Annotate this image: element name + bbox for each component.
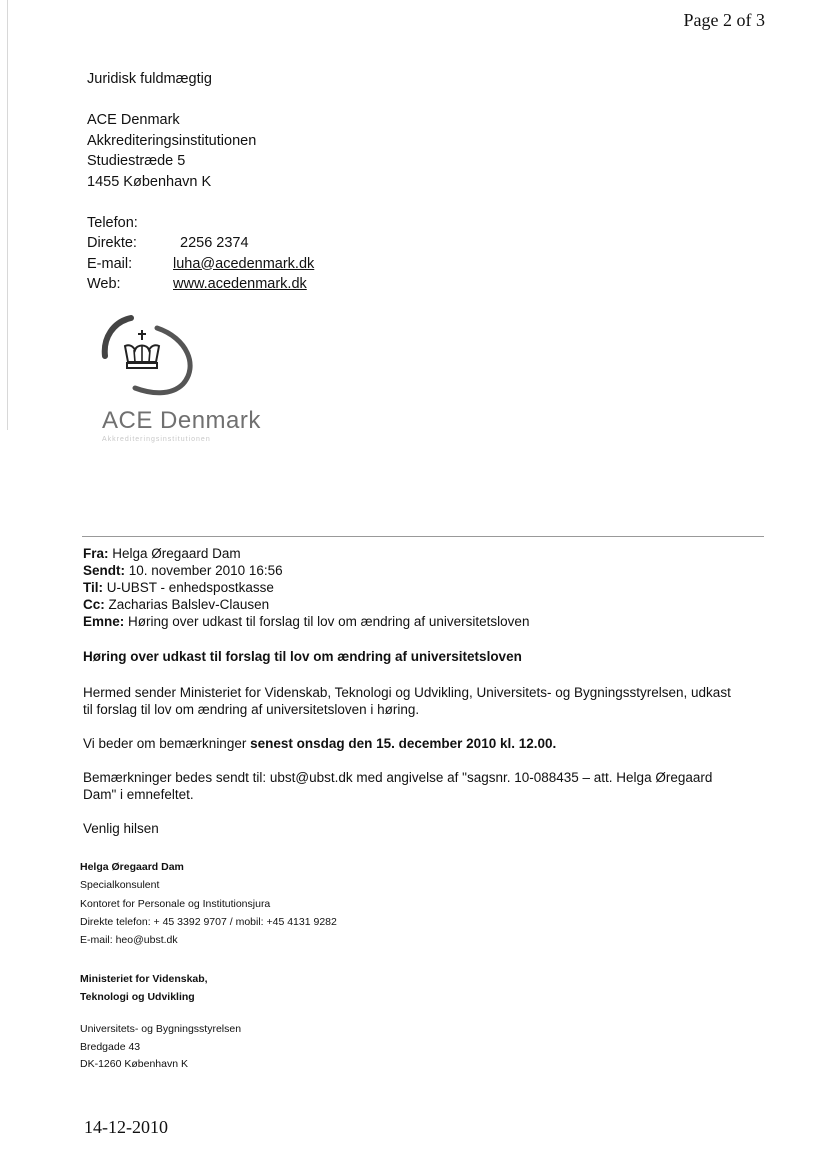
subject-label: Emne:	[83, 614, 125, 629]
sender-office: Kontoret for Personale og Institutionsjura	[80, 897, 271, 910]
body-subject-heading: Høring over udkast til forslag til lov om ændring af universitetsloven	[83, 649, 522, 664]
header-divider	[82, 536, 764, 537]
signature-block	[87, 69, 314, 295]
to-label: Til:	[83, 580, 103, 595]
org-city: 1455 København K	[87, 173, 212, 190]
page-number: Page 2 of 3	[683, 10, 765, 30]
sender-phone: Direkte telefon: + 45 3392 9707 / mobil: +45 4131 9282	[80, 915, 337, 928]
agency-city: DK-1260 København K	[80, 1058, 188, 1070]
to-value: U-UBST - enhedspostkasse	[106, 580, 274, 595]
subject-value: Høring over udkast til forslag til lov om ændring af universitetsloven	[128, 614, 530, 629]
sent-value: 10. november 2010 16:56	[128, 563, 283, 578]
email-row	[87, 254, 314, 275]
sender-signature	[80, 858, 337, 949]
paragraph-2-text: Vi beder om bemærkninger	[83, 736, 251, 751]
sender-name: Helga Øregaard Dam	[80, 861, 184, 873]
logo-subtitle: Akkrediteringsinstitutionen	[102, 436, 211, 443]
paragraph-2-deadline: senest onsdag den 15. december 2010 kl. 12.00.	[250, 736, 557, 751]
paragraph-3-line-1: Bemærkninger bedes sendt til: ubst@ubst.dk med angivelse af "sagsnr. 10-088435 – att. Helga Øregaard	[83, 770, 713, 785]
cc-row	[83, 596, 529, 613]
sent-row	[83, 562, 529, 579]
web-label: Web:	[87, 276, 121, 292]
paragraph-1-line-2: til forslag til lov om ændring af universitetsloven i høring.	[83, 701, 420, 717]
from-label: Fra:	[83, 546, 109, 561]
body-paragraph-1	[83, 685, 773, 718]
from-row	[83, 545, 529, 562]
body-paragraph-3	[83, 770, 773, 803]
agency-address	[80, 1021, 241, 1074]
web-link[interactable]: www.acedenmark.dk	[173, 276, 307, 292]
to-row	[83, 579, 529, 596]
paragraph-1-line-1: Hermed sender Ministeriet for Videnskab, Teknologi og Udvikling, Universitets- og Bygningsstyrelsen, udkast	[83, 685, 731, 700]
org-subtitle: Akkrediteringsinstitutionen	[87, 132, 257, 149]
direct-phone-row	[87, 233, 314, 254]
agency-name: Universitets- og Bygningsstyrelsen	[80, 1023, 242, 1035]
paragraph-3-line-2: Dam" i emnefeltet.	[83, 786, 194, 802]
cc-label: Cc:	[83, 597, 105, 612]
subject-row	[83, 613, 529, 630]
ministry-name	[80, 970, 208, 1007]
scan-edge-line	[7, 0, 8, 430]
org-name: ACE Denmark	[87, 112, 180, 128]
web-row	[87, 274, 314, 295]
email-header	[83, 545, 529, 630]
sent-label: Sendt:	[83, 563, 125, 578]
cc-value: Zacharias Balslev-Clausen	[108, 597, 270, 612]
body-paragraph-2	[83, 736, 773, 753]
sender-role: Specialkonsulent	[80, 879, 160, 892]
email-label: E-mail:	[87, 255, 133, 272]
ministry-line-1: Ministeriet for Videnskab,	[80, 973, 208, 985]
footer-date: 14-12-2010	[84, 1117, 168, 1137]
direct-label: Direkte:	[87, 235, 137, 251]
from-value: Helga Øregaard Dam	[112, 546, 241, 561]
signature-title: Juridisk fuldmægtig	[87, 71, 212, 87]
agency-street: Bredgade 43	[80, 1040, 141, 1053]
closing-greeting: Venlig hilsen	[83, 821, 159, 836]
direct-value: 2256 2374	[180, 235, 249, 251]
crown-icon	[105, 318, 190, 393]
logo-wordmark: ACE Denmark	[102, 407, 261, 434]
sender-email: E-mail: heo@ubst.dk	[80, 934, 178, 947]
org-street: Studiestræde 5	[87, 153, 186, 169]
ministry-line-2: Teknologi og Udvikling	[80, 991, 195, 1004]
phone-label: Telefon:	[87, 214, 138, 231]
email-link[interactable]: luha@acedenmark.dk	[173, 255, 315, 272]
